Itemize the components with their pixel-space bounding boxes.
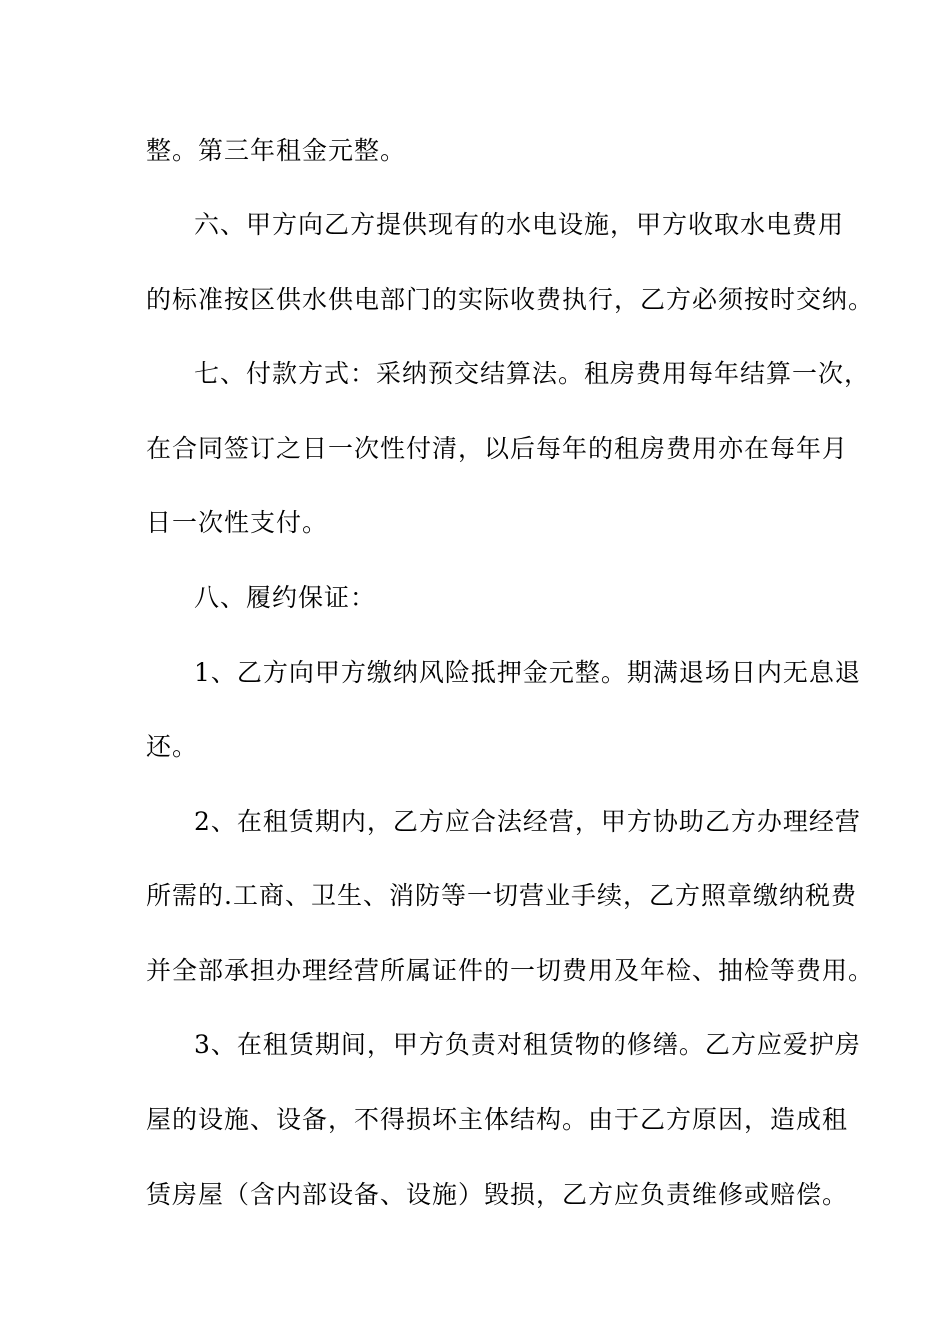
paragraph-line: 六、甲方向乙方提供现有的水电设施，甲方收取水电费用 <box>194 210 845 239</box>
text-line: 屋的设施、设备，不得损坏主体结构。由于乙方原因，造成租 <box>146 1105 849 1134</box>
text-line: 所需的.工商、卫生、消防等一切营业手续，乙方照章缴纳税费 <box>146 881 857 910</box>
text-line: 整。第三年租金元整。 <box>146 136 407 165</box>
paragraph-line: 3、在租赁期间，甲方负责对租赁物的修缮。乙方应爱护房 <box>194 1030 861 1059</box>
text-line: 的标准按区供水供电部门的实际收费执行，乙方必须按时交纳。 <box>146 285 875 314</box>
paragraph-line: 1、乙方向甲方缴纳风险抵押金元整。期满退场日内无息退 <box>194 658 861 687</box>
paragraph-line: 2、在租赁期内，乙方应合法经营，甲方协助乙方办理经营 <box>194 807 861 836</box>
text-line: 在合同签订之日一次性付清，以后每年的租房费用亦在每年月 <box>146 434 849 463</box>
text-line: 并全部承担办理经营所属证件的一切费用及年检、抽检等费用。 <box>146 956 875 985</box>
section-heading: 八、履约保证： <box>194 583 377 612</box>
text-line: 日一次性支付。 <box>146 508 329 537</box>
text-line: 赁房屋（含内部设备、设施）毁损，乙方应负责维修或赔偿。 <box>146 1180 849 1209</box>
text-line: 还。 <box>146 732 199 761</box>
paragraph-line: 七、付款方式：采纳预交结算法。租房费用每年结算一次， <box>194 359 871 388</box>
